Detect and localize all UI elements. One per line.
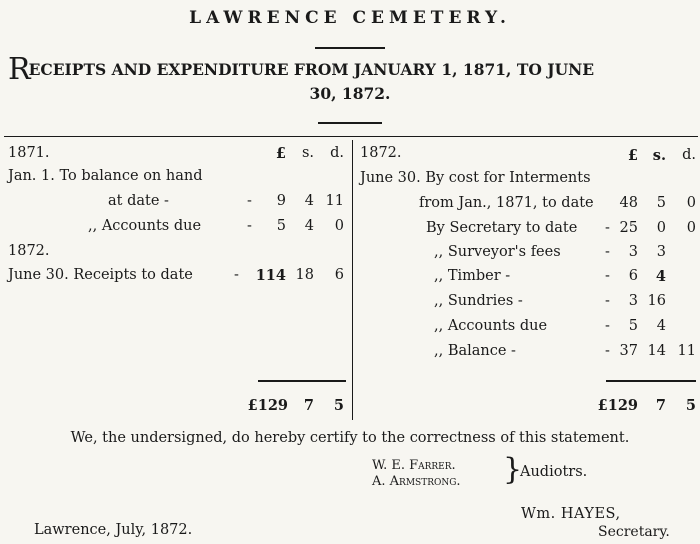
heading-initial: R xyxy=(8,52,31,87)
receipts-total-shillings: 7 xyxy=(303,397,314,414)
secretary-name: Wm. HAYES, xyxy=(521,506,621,522)
receipts-row-accounts-due-shillings: 4 xyxy=(304,218,314,234)
document-title: LAWRENCE CEMETERY. xyxy=(189,8,511,28)
expenditure-row-timber: ,, Timber - xyxy=(434,268,511,284)
receipts-row-balance: Jan. 1. To balance on hand xyxy=(8,168,203,184)
auditor-name-2: A. Armstrong. xyxy=(372,474,461,489)
receipts-col-pence: d. xyxy=(330,145,344,161)
receipts-total-pence: 5 xyxy=(333,397,344,414)
heading-line-1: ECEIPTS AND EXPENDITURE FROM JANUARY 1, 1871, TO JUNE xyxy=(28,60,595,79)
receipts-row-at-date-dash: - xyxy=(247,193,252,209)
expenditure-row-from-jan-pence: 0 xyxy=(686,195,696,211)
receipts-row-accounts-due-pounds: 5 xyxy=(276,218,286,234)
expenditure-total-rule xyxy=(606,380,696,382)
expenditure-row-surveyor: ,, Surveyor's fees xyxy=(434,244,561,260)
expenditure-row-secretary-dash: - xyxy=(605,220,610,236)
receipts-row-at-date-pence: 11 xyxy=(325,193,344,209)
receipts-row-accounts-due-dash: - xyxy=(247,218,252,234)
expenditure-row-balance-pence: 11 xyxy=(677,343,696,359)
expenditure-total-shillings: 7 xyxy=(655,397,666,414)
receipts-row-receipts-pounds: 114 xyxy=(255,267,286,284)
expenditure-col-shillings: s. xyxy=(652,147,666,164)
expenditure-total-pounds: £129 xyxy=(597,397,638,414)
expenditure-row-secretary-pence: 0 xyxy=(686,220,696,236)
auditors-role: Audiotrs. xyxy=(520,464,588,480)
expenditure-col-pounds: £ xyxy=(627,147,638,164)
heading-line-2: 30, 1872. xyxy=(309,84,391,103)
expenditure-row-sundries-dash: - xyxy=(605,293,610,309)
expenditure-row-secretary: By Secretary to date xyxy=(426,220,578,236)
expenditure-row-secretary-pounds: 25 xyxy=(619,220,638,236)
statement-heading xyxy=(8,52,692,106)
expenditure-row-from-jan: from Jan., 1871, to date xyxy=(419,195,594,211)
expenditure-row-accounts-due-dash: - xyxy=(605,318,610,334)
auditors-brace: } xyxy=(503,452,523,487)
receipts-row-at-date-shillings: 4 xyxy=(304,193,314,209)
expenditure-row-timber-shillings: 4 xyxy=(655,268,666,285)
expenditure-row-surveyor-shillings: 3 xyxy=(656,244,666,260)
expenditure-row-accounts-due: ,, Accounts due xyxy=(434,318,548,334)
expenditure-row-secretary-shillings: 0 xyxy=(656,220,666,236)
certification-statement: We, the undersigned, do hereby certify to the correctness of this statement. xyxy=(70,430,630,446)
receipts-row-receipts-shillings: 18 xyxy=(295,267,314,283)
receipts-row-at-date-pounds: 9 xyxy=(276,193,286,209)
heading-rule xyxy=(318,122,382,124)
title-rule xyxy=(315,47,385,49)
receipts-year-1871: 1871. xyxy=(8,145,50,161)
receipts-row-accounts-due: ,, Accounts due xyxy=(88,218,202,234)
expenditure-row-balance-shillings: 14 xyxy=(647,343,666,359)
expenditure-row-accounts-due-pounds: 5 xyxy=(628,318,638,334)
place-date: Lawrence, July, 1872. xyxy=(34,522,193,538)
column-divider xyxy=(352,140,353,420)
expenditure-row-balance: ,, Balance - xyxy=(434,343,516,359)
expenditure-col-pence: d. xyxy=(682,147,696,163)
receipts-row-receipts-dash: - xyxy=(234,267,239,283)
receipts-col-pounds: £ xyxy=(275,145,286,162)
expenditure-row-sundries-shillings: 16 xyxy=(647,293,666,309)
expenditure-year: 1872. xyxy=(360,145,402,161)
expenditure-row-sundries: ,, Sundries - xyxy=(434,293,523,309)
expenditure-row-surveyor-pounds: 3 xyxy=(628,244,638,260)
expenditure-total-pence: 5 xyxy=(685,397,696,414)
expenditure-row-balance-pounds: 37 xyxy=(619,343,638,359)
expenditure-row-accounts-due-shillings: 4 xyxy=(656,318,666,334)
secretary-role: Secretary. xyxy=(598,524,670,540)
receipts-row-receipts-pence: 6 xyxy=(334,267,344,283)
receipts-total-pounds: £129 xyxy=(247,397,288,414)
receipts-row-at-date: at date - xyxy=(108,193,169,209)
expenditure-row-sundries-pounds: 3 xyxy=(628,293,638,309)
expenditure-row-surveyor-dash: - xyxy=(605,244,610,260)
receipts-total-rule xyxy=(258,380,346,382)
expenditure-row-from-jan-pounds: 48 xyxy=(619,195,638,211)
auditor-name-1: W. E. Farrer. xyxy=(372,458,456,473)
expenditure-row-from-jan-shillings: 5 xyxy=(656,195,666,211)
receipts-col-shillings: s. xyxy=(301,145,314,161)
receipts-row-receipts: June 30. Receipts to date xyxy=(8,267,193,283)
expenditure-row-interments: June 30. By cost for Interments xyxy=(360,170,591,186)
expenditure-row-timber-pounds: 6 xyxy=(628,268,638,284)
expenditure-row-balance-dash: - xyxy=(605,343,610,359)
expenditure-row-timber-dash: - xyxy=(605,268,610,284)
receipts-year-1872: 1872. xyxy=(8,243,50,259)
receipts-row-accounts-due-pence: 0 xyxy=(334,218,344,234)
